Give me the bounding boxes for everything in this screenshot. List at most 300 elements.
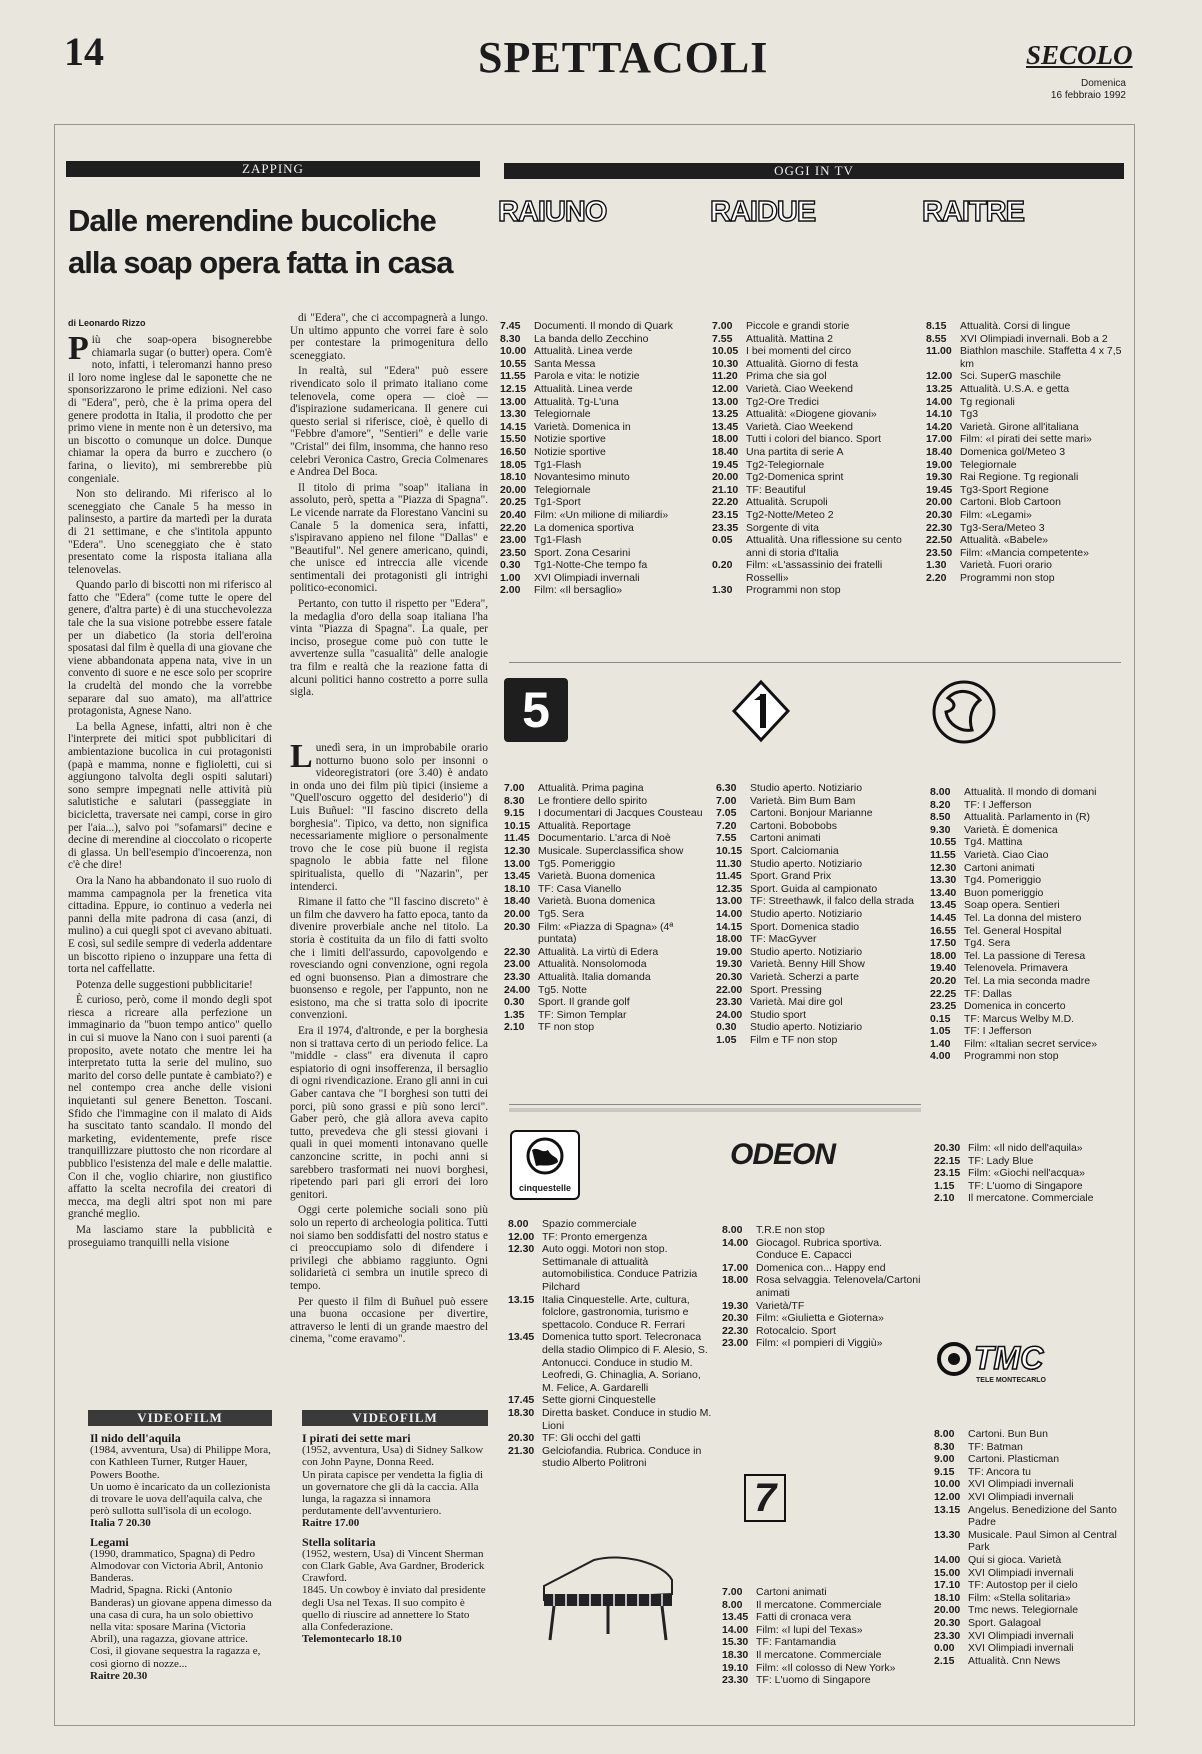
schedule-program: TF: Autostop per il cielo <box>968 1579 1078 1592</box>
schedule-time: 12.00 <box>926 370 953 383</box>
schedule-row <box>934 1192 1130 1205</box>
schedule-row <box>930 1050 1126 1063</box>
schedule-time: 12.30 <box>930 861 957 874</box>
schedule-program: Cartoni. Bonjour Marianne <box>750 807 873 820</box>
schedule-time: 13.45 <box>712 420 739 433</box>
schedule-time: 23.00 <box>504 958 531 971</box>
schedule-time: 2.15 <box>934 1654 955 1667</box>
schedule-row <box>712 333 918 346</box>
schedule-row <box>712 345 918 358</box>
article-column-1 <box>68 334 272 1389</box>
schedule-time: 21.30 <box>508 1444 535 1457</box>
schedule-program: Sorgente di vita <box>746 521 819 534</box>
videofilm-cast: (1984, avventura, Usa) di Philippe Mora, con Kathleen Turner, Rutger Hauer, Powers Boothe. <box>90 1444 271 1481</box>
schedule-row <box>504 820 704 833</box>
schedule-row <box>934 1167 1130 1180</box>
schedule-row <box>716 795 920 808</box>
schedule-time: 22.30 <box>722 1324 749 1337</box>
schedule-time: 14.45 <box>930 911 957 924</box>
videofilm-title: Legami <box>90 1534 129 1549</box>
videofilm-title: Il nido dell'aquila <box>90 1432 181 1445</box>
schedule-row <box>500 396 700 409</box>
schedule-time: 18.30 <box>722 1648 749 1661</box>
schedule-program: La domenica sportiva <box>534 521 634 534</box>
schedule-row <box>934 1504 1130 1529</box>
schedule-time: 17.50 <box>930 937 957 950</box>
schedule-time: 9.30 <box>930 823 951 836</box>
schedule-time: 8.55 <box>926 332 947 345</box>
schedule-time: 22.50 <box>926 534 953 547</box>
schedule-time: 21.10 <box>712 483 739 496</box>
schedule-row <box>934 1579 1130 1592</box>
schedule-time: 2.10 <box>504 1021 525 1034</box>
schedule-row <box>500 320 700 333</box>
odeon-schedule <box>722 1224 922 1404</box>
schedule-row <box>712 534 918 559</box>
schedule-row <box>722 1649 922 1662</box>
schedule-row <box>712 484 918 497</box>
schedule-row <box>504 1009 704 1022</box>
schedule-time: 13.00 <box>500 395 527 408</box>
schedule-row <box>722 1624 922 1637</box>
schedule-time: 23.25 <box>930 1000 957 1013</box>
schedule-program: Biathlon maschile. Staffetta 4 x 7,5 km <box>960 345 1122 370</box>
schedule-program: XVI Olimpiadi invernali <box>968 1490 1074 1503</box>
schedule-row <box>504 908 704 921</box>
schedule-row <box>716 820 920 833</box>
schedule-time: 0.00 <box>934 1642 955 1655</box>
italia7-logo-text <box>746 1476 747 1477</box>
schedule-time: 8.30 <box>500 332 521 345</box>
schedule-row <box>500 358 700 371</box>
schedule-time: 22.30 <box>504 945 531 958</box>
schedule-row <box>926 396 1126 409</box>
schedule-row <box>722 1325 922 1338</box>
schedule-time: 20.30 <box>934 1142 961 1154</box>
schedule-time: 18.05 <box>500 458 527 471</box>
schedule-program: Diretta basket. Conduce in studio M. Lioni <box>542 1406 712 1432</box>
schedule-program: Notizie sportive <box>534 433 606 446</box>
schedule-program: Domenica in concerto <box>964 1000 1066 1013</box>
schedule-row <box>508 1331 712 1394</box>
schedule-time: 20.00 <box>500 483 527 496</box>
schedule-row <box>926 370 1126 383</box>
schedule-time: 17.10 <box>934 1579 961 1592</box>
schedule-program: Cartoni. Blob Cartoon <box>960 496 1061 509</box>
schedule-row <box>930 975 1126 988</box>
schedule-row <box>504 1021 704 1034</box>
schedule-time: 20.00 <box>504 907 531 920</box>
schedule-row <box>930 962 1126 975</box>
schedule-row <box>716 807 920 820</box>
schedule-program: XVI Olimpiadi invernali <box>968 1478 1074 1491</box>
raitre-schedule <box>926 320 1126 640</box>
videofilm-entry <box>302 1432 488 1530</box>
schedule-time: 19.40 <box>930 962 957 975</box>
schedule-time: 12.30 <box>508 1243 535 1256</box>
schedule-time: 15.50 <box>500 433 527 446</box>
videofilm-entry <box>302 1536 488 1646</box>
schedule-program: Attualità. Il mondo di domani <box>964 786 1097 798</box>
article-byline: di Leonardo Rizzo <box>68 318 146 328</box>
page-number: 14 <box>64 29 104 74</box>
schedule-time: 20.00 <box>712 471 739 484</box>
schedule-time: 23.15 <box>934 1167 961 1180</box>
schedule-row <box>508 1432 712 1445</box>
schedule-row <box>926 509 1126 522</box>
newspaper-logo: SECOLO <box>1026 40 1133 70</box>
schedule-program: Italia Cinquestelle. Arte, cultura, folclore, gastronomia, turismo e spettacolo. Conduce R. Ferrari <box>542 1293 690 1331</box>
schedule-program: Cartoni. Plasticman <box>968 1453 1060 1466</box>
schedule-row <box>722 1237 922 1262</box>
schedule-program: Rotocalcio. Sport <box>756 1324 836 1337</box>
schedule-time: 18.00 <box>930 949 957 962</box>
schedule-program: Fatti di cronaca vera <box>756 1611 852 1624</box>
schedule-program: T.R.E non stop <box>756 1224 825 1236</box>
schedule-time: 24.00 <box>716 1008 743 1021</box>
schedule-time: 15.00 <box>934 1566 961 1579</box>
schedule-time: 0.30 <box>716 1021 737 1034</box>
schedule-program: Varietà. Ciao Weekend <box>746 382 854 395</box>
schedule-row <box>930 1013 1126 1026</box>
schedule-row <box>504 870 704 883</box>
schedule-time: 23.00 <box>500 534 527 547</box>
schedule-program: TF non stop <box>538 1021 595 1034</box>
schedule-time: 11.20 <box>712 370 738 383</box>
videofilm-plot: Madrid, Spagna. Ricki (Antonio Banderas) un giovane appena dimesso da una casa di cura, ha un solo obiettivo nella vita: sposare Marina (Victoria Abril), una ragazza, giovane attrice. Così, il giovane sequestra la ragazza e, così giorno di nozze... <box>90 1584 272 1670</box>
schedule-time: 23.00 <box>722 1337 749 1350</box>
schedule-time: 20.30 <box>508 1432 535 1445</box>
schedule-program: TF: Beautiful <box>746 483 806 496</box>
schedule-row <box>500 471 700 484</box>
schedule-time: 20.00 <box>934 1604 961 1617</box>
schedule-program: Tg3 <box>960 408 979 421</box>
schedule-time: 20.30 <box>716 970 743 983</box>
article-paragraph: Quando parlo di biscotti non mi riferisco al fatto che "Edera" (come tutte le opere del genere, d'altra parte) è di una stucchevolezza tale che la sua visione potrebbe essere fatale per un diabetico (la storia dell'eroina sposatasi dal film è quella di una giovane che viene abbandonata appena nata, vive in un convento di suore e ne esce solo per scoprire la crudeltà del mondo che la vorrebbe separare dal suo amato), ma all'attrice protagonista, Agnese Nano. <box>68 579 272 718</box>
schedule-time: 18.00 <box>716 933 743 946</box>
schedule-program: TF: Simon Templar <box>538 1008 627 1021</box>
schedule-time: 1.40 <box>930 1037 951 1050</box>
tmc-logo-sub: TELE MONTECARLO <box>976 1377 1046 1384</box>
schedule-program: Attualità. Cnn News <box>968 1654 1061 1667</box>
schedule-program: Attualità. Tg-L'una <box>534 395 619 408</box>
schedule-program: Musicale. Superclassifica show <box>538 844 684 857</box>
schedule-program: Domenica con... Happy end <box>756 1261 886 1274</box>
videofilm-list-right <box>302 1432 488 1722</box>
schedule-time: 22.00 <box>716 983 743 996</box>
schedule-program: Telenovela. Primavera <box>964 962 1068 975</box>
italia1-schedule <box>716 782 920 1092</box>
schedule-time: 13.15 <box>508 1293 535 1306</box>
piano-icon <box>534 1546 684 1646</box>
schedule-program: I documentari di Jacques Cousteau <box>538 807 703 820</box>
schedule-row <box>930 811 1126 824</box>
videofilm-entry <box>90 1536 272 1682</box>
schedule-time: 22.30 <box>926 521 953 534</box>
schedule-row <box>712 509 918 522</box>
schedule-time: 17.00 <box>926 433 953 446</box>
schedule-program: Varietà. Scherzi a parte <box>750 970 859 983</box>
oggi-in-tv-bar: OGGI IN TV <box>504 163 1124 179</box>
schedule-program: TF: L'uomo di Singapore <box>968 1179 1083 1192</box>
schedule-row <box>500 534 700 547</box>
schedule-program: Programmi non stop <box>960 571 1055 584</box>
article-paragraph: Il titolo di prima "soap" italiana in assoluto, però, spetta a "Piazza di Spagna". Le vicende narrate da Florestano Vancini su Canale 5 la domenica sera, infatti, s'ispiravano appieno nel filone "Dallas" e "Beautiful". Nel genere americano, quindi, che unisce ed intreccia alle vicende sentimentali dei protagonisti gli intrighi politico-economici. <box>290 481 488 595</box>
schedule-row <box>504 971 704 984</box>
schedule-program: Film: «Legami» <box>960 508 1032 521</box>
section-title: SPETTACOLI <box>478 33 769 82</box>
schedule-program: Sport. Calciomania <box>750 844 839 857</box>
schedule-row <box>712 396 918 409</box>
schedule-row <box>930 874 1126 887</box>
article-paragraph: Potenza delle suggestioni pubblicitarie! <box>76 978 253 991</box>
schedule-row <box>926 333 1126 346</box>
schedule-program: Cartoni animati <box>756 1586 827 1598</box>
article-paragraph: Pertanto, con tutto il rispetto per "Edera", la medaglia d'oro della soap italiana l'ha vinta "Piazza di Spagna". La quale, per inciso, prosegue come può con tutte le avvertenze sulla "casualità" delle analogie tra film e realtà che la reazione fatta di alcuni politici hanno costretto a porre sulla sigla. <box>290 598 488 699</box>
schedule-row <box>934 1441 1130 1454</box>
schedule-program: Studio aperto. Notiziario <box>750 945 863 958</box>
schedule-time: 7.05 <box>716 807 737 820</box>
schedule-row <box>504 858 704 871</box>
schedule-row <box>716 832 920 845</box>
schedule-time: 13.30 <box>934 1528 961 1541</box>
schedule-program: Tg1-Flash <box>534 458 582 471</box>
schedule-program: Telegiornale <box>534 483 591 496</box>
schedule-time: 1.05 <box>930 1025 951 1038</box>
schedule-row <box>934 1529 1130 1554</box>
schedule-program: TF: I Jefferson <box>964 798 1032 811</box>
article-paragraph: La bella Agnese, infatti, altri non è che l'interprete dei mitici spot pubblicitari di ambientazione bucolica in cui protagonisti (papà e mamma, nonne e figlioletti, cui si aggiungono talvolta degli ospiti salutari) sono sempre impegnati nelle attività più salutistiche e salutari (passeggiate in bicicletta, traversate nei campi, corse in giro per l'aia...), salvo poi "sofamarsi" decine e decine di merendine al cioccolato o ricoperte di glassa. Un bell'esempio d'incoerenza, non c'è che dire! <box>68 720 272 872</box>
schedule-program: Domenica tutto sport. Telecronaca della stadio Olimpico di F. Alesio, S. Antonucci. Conduce in studio M. Leofredi, G. Chinaglia, A. Soriano, M. Felice, A. Gardarelli <box>542 1331 708 1394</box>
schedule-program: Film: «I pompieri di Viggiù» <box>756 1337 883 1350</box>
schedule-row <box>504 845 704 858</box>
schedule-time: 19.45 <box>926 483 953 496</box>
schedule-time: 14.00 <box>722 1623 749 1636</box>
schedule-program: Parola e vita: le notizie <box>534 370 640 383</box>
schedule-time: 20.00 <box>926 496 953 509</box>
schedule-time: 1.30 <box>712 584 733 597</box>
schedule-program: Attualità. Italia domanda <box>538 970 651 983</box>
italia1-logo <box>726 676 796 746</box>
schedule-row <box>926 459 1126 472</box>
schedule-time: 19.30 <box>722 1299 749 1312</box>
schedule-row <box>930 887 1126 900</box>
schedule-row <box>508 1231 712 1244</box>
schedule-time: 13.45 <box>722 1611 749 1624</box>
schedule-time: 13.00 <box>716 895 743 908</box>
schedule-time: 23.50 <box>926 546 953 559</box>
schedule-time: 6.30 <box>716 782 737 794</box>
schedule-program: Tg4. Sera <box>964 937 1011 950</box>
schedule-row <box>716 845 920 858</box>
article-paragraph: In realtà, sul "Edera" può essere rivendicato solo il primato italiano come telenovela, come opera — cioè — d'ispirazione sudamericana. Il genere cui questo serial si riferisce, cioè, è quello di "Febbre d'amore", "Sentieri" e delle varie "Cristal" dei film, insomma, che hanno reso celebri Veronica Castro, Grecia Colmenares e Andrea Del Boca. <box>290 365 488 479</box>
schedule-time: 20.30 <box>504 920 531 933</box>
rete4-logo-shape <box>928 676 1000 748</box>
schedule-time: 18.10 <box>934 1591 961 1604</box>
schedule-row <box>716 870 920 883</box>
schedule-row <box>504 782 704 795</box>
schedule-row <box>934 1617 1130 1630</box>
schedule-time: 10.05 <box>712 345 739 358</box>
schedule-time: 11.30 <box>716 857 742 870</box>
videofilm-ch: Raitre 20.30 <box>90 1669 148 1682</box>
schedule-row <box>712 496 918 509</box>
schedule-time: 20.30 <box>926 508 953 521</box>
schedule-program: Film: «Giulietta e Gioterna» <box>756 1312 884 1325</box>
schedule-time: 17.45 <box>508 1394 535 1407</box>
schedule-row <box>716 958 920 971</box>
schedule-time: 20.20 <box>930 974 957 987</box>
schedule-row <box>934 1180 1130 1193</box>
schedule-row <box>926 496 1126 509</box>
schedule-time: 23.15 <box>712 508 739 521</box>
schedule-program: Attualità. Mattina 2 <box>746 332 833 345</box>
videofilm-ch: Telemontecarlo 18.10 <box>302 1633 402 1646</box>
schedule-row <box>934 1604 1130 1617</box>
schedule-time: 8.00 <box>934 1428 955 1440</box>
schedule-row <box>504 996 704 1009</box>
videofilm-plot: Un uomo è incaricato da un collezionista di trovare le uova dell'aquila calva, che però sullotta sull'isola di un ecologo. <box>90 1480 271 1518</box>
schedule-program: Varietà. Bim Bum Bam <box>750 794 856 807</box>
schedule-time: 22.20 <box>712 496 739 509</box>
schedule-program: TF: MacGyver <box>750 933 817 946</box>
schedule-row <box>930 862 1126 875</box>
schedule-program: Tg2-Ore Tredici <box>746 395 819 408</box>
schedule-row <box>500 333 700 346</box>
videofilm-bar-right: VIDEOFILM <box>302 1410 488 1426</box>
videofilm-cast: (1952, avventura, Usa) di Sidney Salkow con John Payne, Donna Reed. <box>302 1444 484 1469</box>
schedule-time: 14.15 <box>500 420 527 433</box>
schedule-program: Studio aperto. Notiziario <box>750 857 863 870</box>
schedule-time: 11.00 <box>926 345 952 358</box>
schedule-time: 10.30 <box>712 357 739 370</box>
schedule-time: 1.30 <box>926 559 947 572</box>
schedule-program: Varietà. Domenica in <box>534 420 631 433</box>
schedule-time: 20.30 <box>934 1616 961 1629</box>
schedule-row <box>500 446 700 459</box>
schedule-row <box>500 345 700 358</box>
schedule-program: Varietà. Ciao Weekend <box>746 420 854 433</box>
schedule-program: Tg3-Sport Regione <box>960 483 1049 496</box>
canale5-logo: 5 <box>504 678 568 742</box>
schedule-time: 8.00 <box>508 1218 529 1230</box>
schedule-program: Attualità. Parlamento in (R) <box>964 811 1091 824</box>
schedule-program: Qui si gioca. Varietà <box>968 1553 1062 1566</box>
schedule-time: 8.20 <box>930 798 951 811</box>
issue-day: Domenica <box>1080 78 1126 89</box>
schedule-time: 19.30 <box>926 471 953 484</box>
schedule-program: Studio aperto. Notiziario <box>750 782 863 794</box>
schedule-time: 8.30 <box>934 1440 955 1453</box>
schedule-program: Film: «L'assassinio dei fratelli Rosselli» <box>746 559 883 584</box>
schedule-row <box>722 1674 922 1687</box>
schedule-program: Varietà. Benny Hill Show <box>750 958 865 971</box>
schedule-program: Sport. Guida al campionato <box>750 882 878 895</box>
schedule-program: Buon pomeriggio <box>964 886 1044 899</box>
schedule-row <box>500 370 700 383</box>
schedule-program: Tg regionali <box>960 395 1015 408</box>
videofilm-bar-left: VIDEOFILM <box>88 1410 272 1426</box>
schedule-time: 18.40 <box>926 445 953 458</box>
schedule-time: 11.45 <box>716 870 742 883</box>
schedule-row <box>508 1294 712 1332</box>
schedule-row <box>930 1025 1126 1038</box>
schedule-row <box>716 1021 920 1034</box>
cinquestelle-logo-text: cinquestelle <box>518 1183 572 1193</box>
schedule-time: 23.30 <box>716 996 743 1009</box>
schedule-program: Sport. Zona Cesarini <box>534 546 631 559</box>
schedule-time: 17.00 <box>722 1261 749 1274</box>
schedule-program: Varietà. Buona domenica <box>538 870 656 883</box>
schedule-program: TF: Fantamandia <box>756 1636 836 1649</box>
schedule-program: Novantesimo minuto <box>534 471 630 484</box>
schedule-row <box>722 1337 922 1350</box>
schedule-program: Tel. La mia seconda madre <box>964 974 1091 987</box>
schedule-time: 10.15 <box>716 844 743 857</box>
schedule-program: Attualità. Scrupoli <box>746 496 828 509</box>
schedule-row <box>712 584 918 597</box>
schedule-time: 13.30 <box>500 408 527 421</box>
schedule-row <box>926 572 1126 585</box>
schedule-time: 23.30 <box>722 1674 749 1687</box>
schedule-program: Programmi non stop <box>964 1050 1059 1063</box>
italia7-schedule <box>722 1586 922 1722</box>
schedule-row <box>716 971 920 984</box>
tmc-schedule <box>934 1428 1130 1724</box>
videofilm-ch: Raitre 17.00 <box>302 1517 360 1530</box>
schedule-program: Attualità. Linea verde <box>534 382 633 395</box>
schedule-program: XVI Olimpiadi invernali <box>968 1566 1074 1579</box>
schedule-time: 13.25 <box>926 382 953 395</box>
schedule-row <box>712 559 918 584</box>
article-paragraph: Più che soap-opera bisognerebbe chiamarla sugar (o butter) opera. Com'è noto, infatti, i teleromanzi hanno preso il loro nome inglese dal le saponette che ne sponsorizzarono le prime edizioni. Nel caso di "Edera", però, che è la prima opera del genere prodotta in Italia, il prodotto che per primo viene in mente non è un detersivo, ma un biscotto o comunque un dolce. Dunque chiamar la opera da burro e zucchero (o farina, o lievito), mi sembrerebbe più congeniale. <box>68 334 272 485</box>
schedule-program: Telegiornale <box>534 408 591 421</box>
schedule-program: Programmi non stop <box>746 584 841 597</box>
schedule-row <box>926 383 1126 396</box>
schedule-program: Sport. Grand Prix <box>750 870 832 883</box>
schedule-program: Tg2-Notte/Meteo 2 <box>746 508 834 521</box>
schedule-time: 7.00 <box>716 794 737 807</box>
schedule-program: Telegiornale <box>960 458 1017 471</box>
schedule-row <box>930 1000 1126 1013</box>
schedule-row <box>712 522 918 535</box>
schedule-program: Tel. La donna del mistero <box>964 911 1082 924</box>
schedule-row <box>712 383 918 396</box>
schedule-row <box>712 320 918 333</box>
schedule-time: 10.55 <box>500 357 527 370</box>
schedule-program: Cartoni. Bun Bun <box>968 1428 1048 1440</box>
schedule-program: Tg5. Sera <box>538 907 585 920</box>
schedule-row <box>500 547 700 560</box>
schedule-row <box>926 522 1126 535</box>
schedule-row <box>504 883 704 896</box>
schedule-time: 19.10 <box>722 1661 749 1674</box>
schedule-time: 2.10 <box>934 1192 955 1205</box>
schedule-program: Varietà. Buona domenica <box>538 895 656 908</box>
schedule-time: 13.45 <box>504 870 531 883</box>
schedule-program: Il mercatone. Commerciale <box>756 1648 882 1661</box>
schedule-program: Cartoni. Bobobobs <box>750 819 837 832</box>
schedule-program: Tg5. Notte <box>538 983 588 996</box>
schedule-row <box>930 836 1126 849</box>
schedule-row <box>930 988 1126 1001</box>
schedule-time: 10.00 <box>500 345 527 358</box>
schedule-program: Rosa selvaggia. Telenovela/Cartoni animati <box>756 1274 921 1299</box>
schedule-row <box>926 534 1126 547</box>
schedule-row <box>722 1300 922 1313</box>
schedule-time: 15.30 <box>722 1636 749 1649</box>
schedule-time: 2.20 <box>926 571 947 584</box>
